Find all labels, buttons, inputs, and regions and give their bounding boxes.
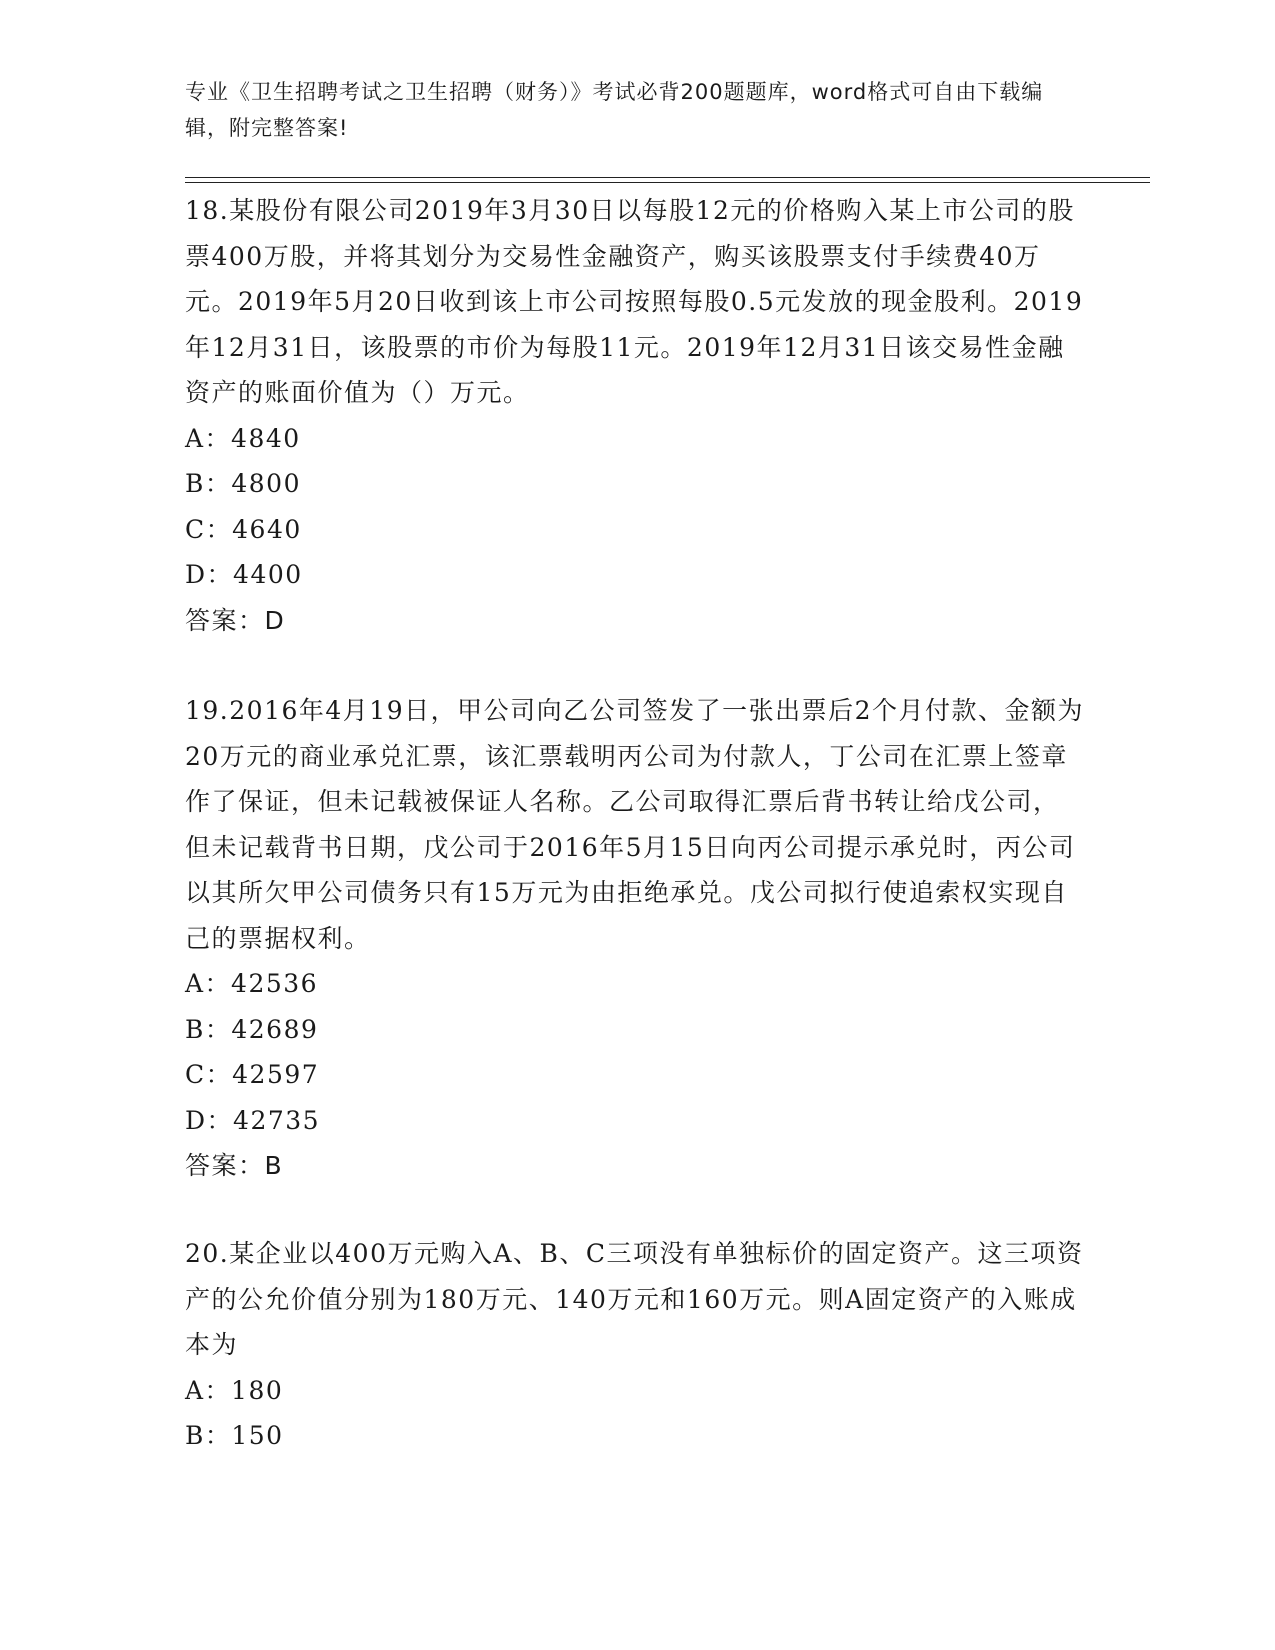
header-rule-bottom (185, 182, 1150, 183)
header-rule-top (185, 177, 1150, 178)
question-20 (185, 1231, 1085, 1459)
option-d: D：42735 (185, 1105, 321, 1135)
option-a: A：4840 (185, 423, 301, 453)
option-c: C：42597 (185, 1060, 320, 1089)
question-stem: 20.某企业以400万元购入A、B、C三项没有单独标价的固定资产。这三项资产的公允价值分别为180万元、140万元和160万元。则A固定资产的入账成本为 (185, 1239, 1084, 1359)
document-header: 专业《卫生招聘考试之卫生招聘（财务）》考试必背200题题库，word格式可自由下载编辑，附完整答案! (185, 80, 1044, 140)
option-c: C：4640 (185, 514, 302, 544)
answer: 答案：B (185, 1151, 284, 1180)
option-b: B：42689 (185, 1014, 319, 1044)
option-a: A：42536 (185, 969, 319, 998)
answer: 答案：D (185, 605, 286, 635)
question-19 (185, 688, 1085, 1189)
question-18 (185, 188, 1085, 643)
option-d: D：4400 (185, 560, 303, 589)
option-b: B：150 (185, 1421, 284, 1450)
question-stem: 18.某股份有限公司2019年3月30日以每股12元的价格购入某上市公司的股票400万股，并将其划分为交易性金融资产，购买该股票支付手续费40万元。2019年5月20日收到该上市公司按照每股0.5元发放的现金股利。2019年12月31日，该股票的市价为每股11元。2019年12月31日该交易性金融资产的账面价值为（）万元。 (185, 196, 1084, 407)
option-a: A：180 (185, 1375, 284, 1405)
option-b: B：4800 (185, 469, 301, 498)
question-stem: 19.2016年4月19日，甲公司向乙公司签发了一张出票后2个月付款、金额为20万元的商业承兑汇票，该汇票载明丙公司为付款人，丁公司在汇票上签章作了保证，但未记载被保证人名称。乙公司取得汇票后背书转让给戊公司，但未记载背书日期，戊公司于2016年5月15日向丙公司提示承兑时，丙公司以其所欠甲公司债务只有15万元为由拒绝承兑。戊公司拟行使追索权实现自己的票据权利。 (185, 696, 1085, 953)
